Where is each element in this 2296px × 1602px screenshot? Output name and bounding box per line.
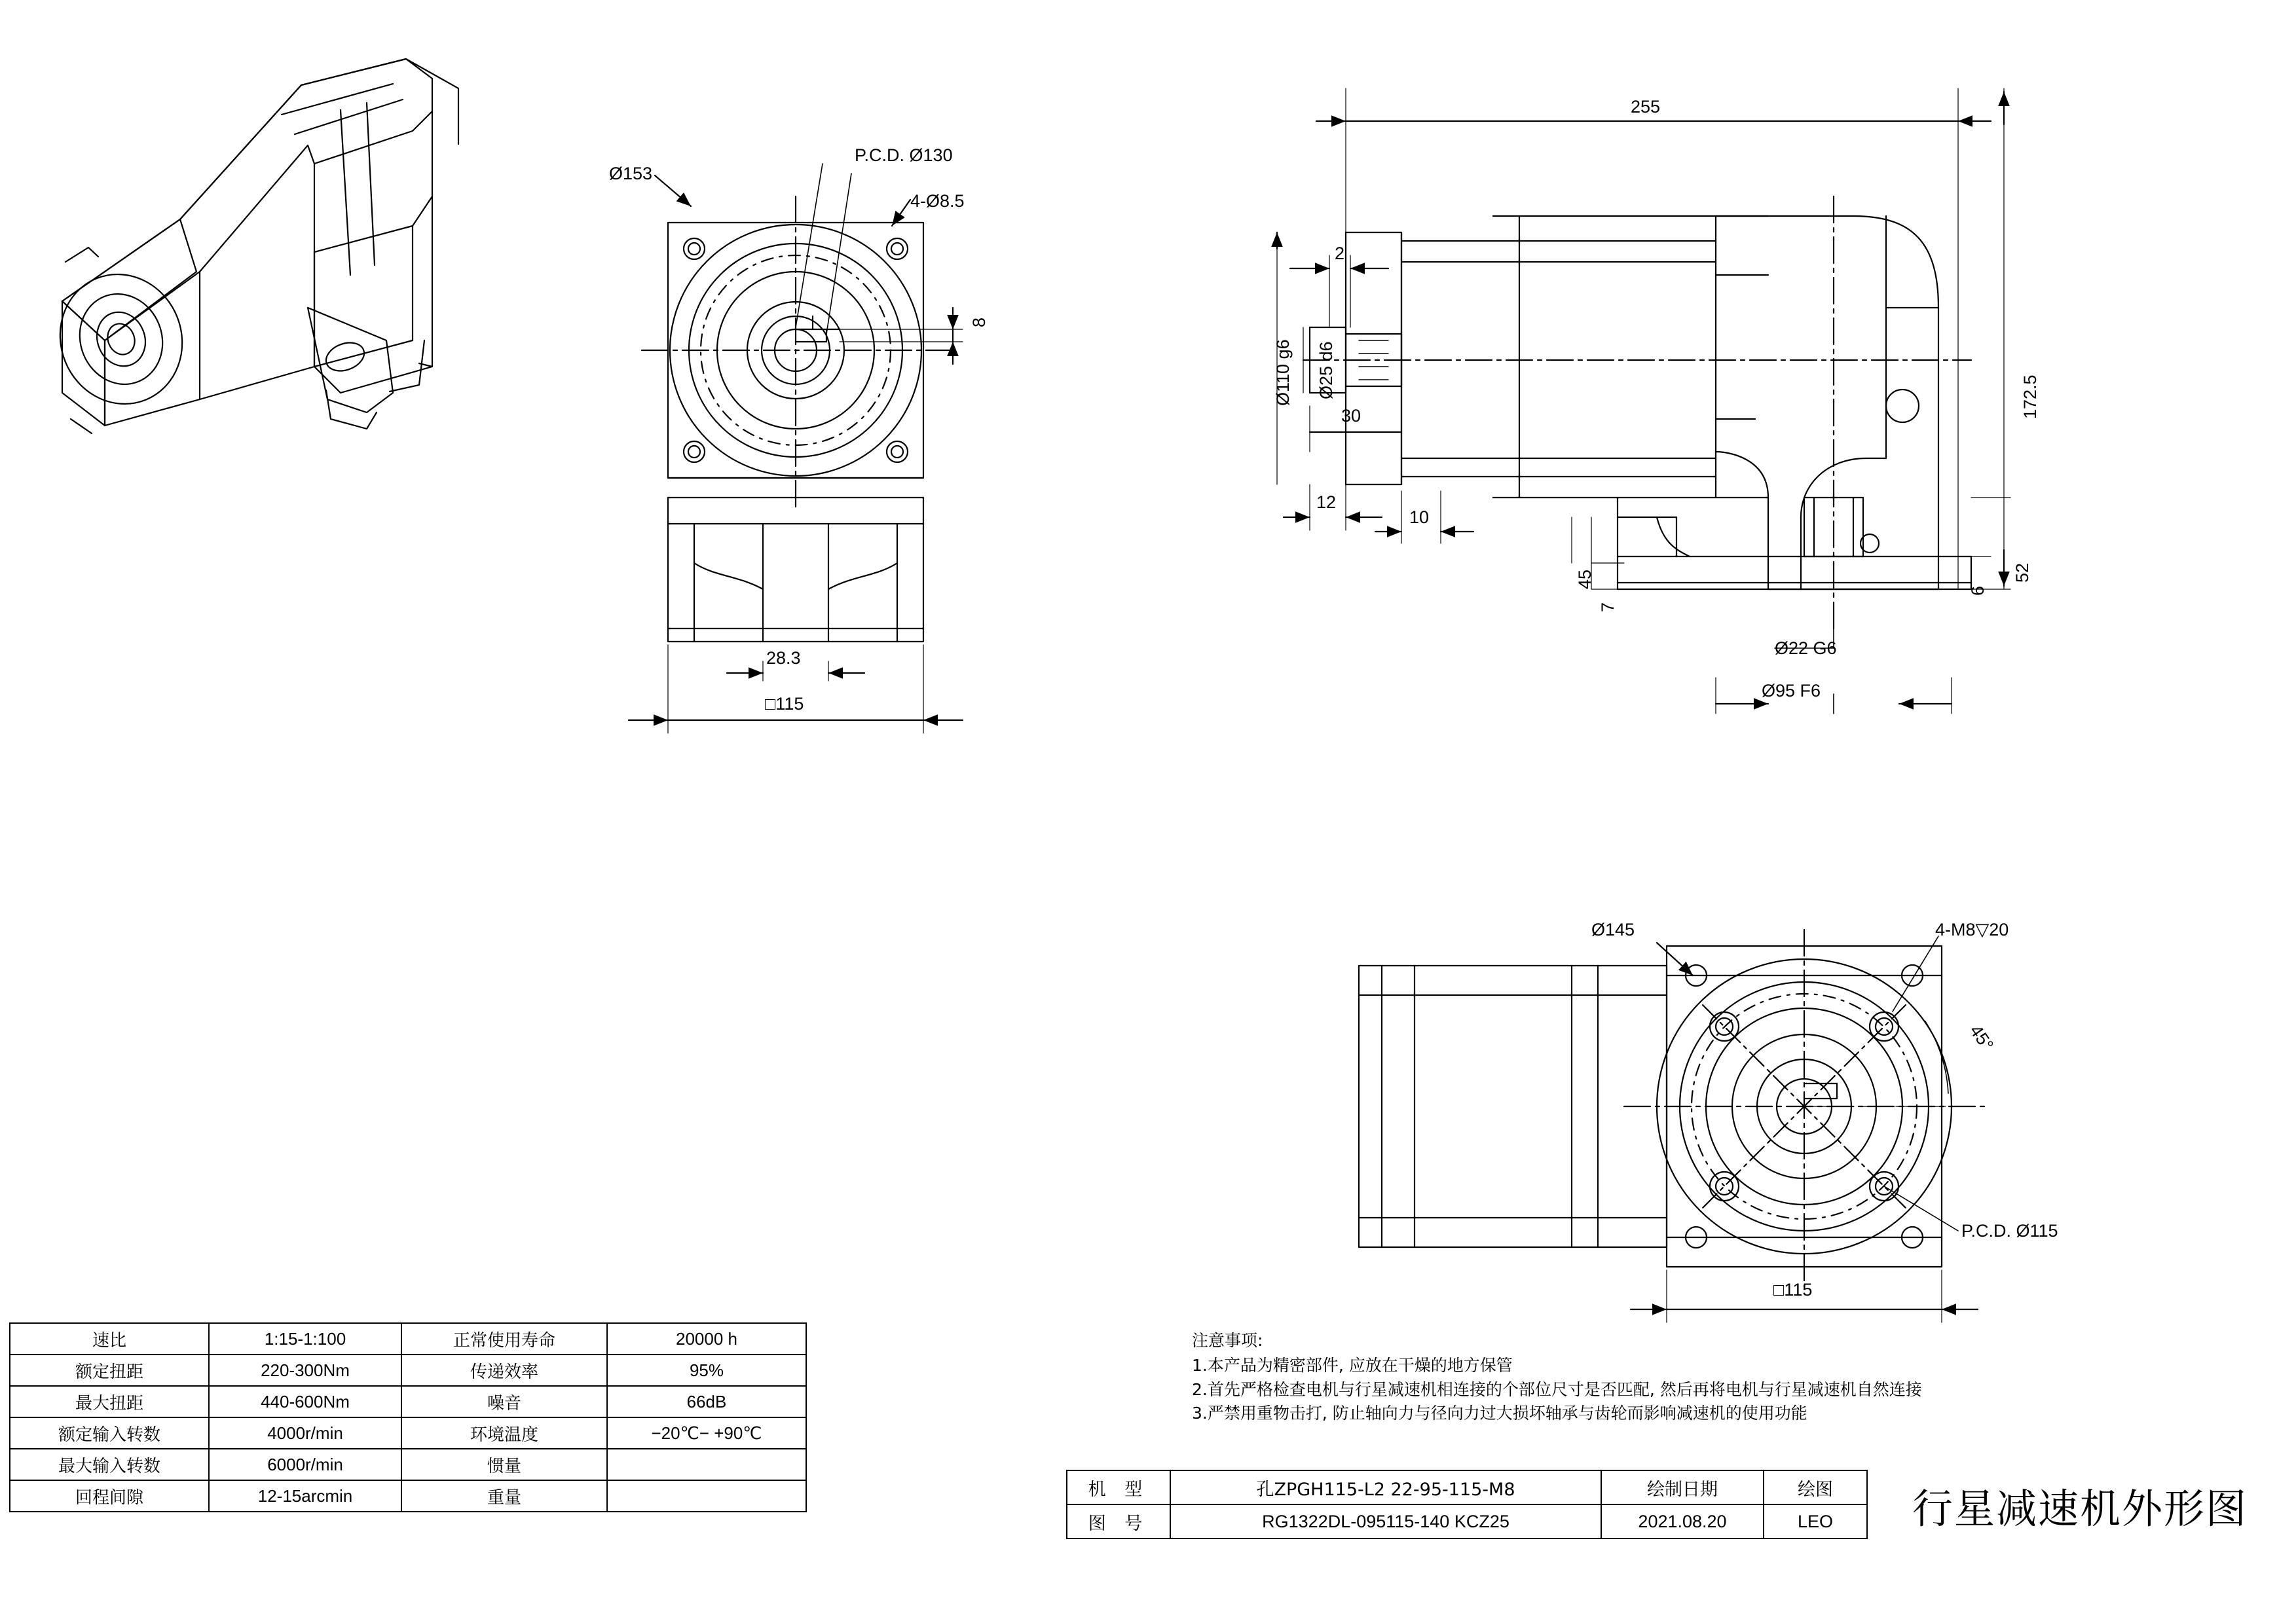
dim-6: 6 (1968, 585, 1988, 596)
model-value: 孔ZPGH115-L2 22-95-115-M8 (1170, 1470, 1601, 1504)
title-block-row-model (1067, 1470, 1867, 1504)
date-value: 2021.08.20 (1601, 1504, 1764, 1538)
table-row (10, 1323, 806, 1355)
spec-value-2: 220-300Nm (209, 1355, 401, 1386)
spec-table (9, 1322, 807, 1512)
drawer-value: LEO (1764, 1504, 1867, 1538)
spec-key-2: 额定扭距 (10, 1355, 209, 1386)
dim-holes-4x85: 4-Ø8.5 (910, 191, 965, 211)
spec-key2-5: 惯量 (401, 1449, 607, 1480)
table-row (10, 1480, 806, 1512)
table-row (10, 1386, 806, 1417)
notes-header: 注意事项: (1192, 1331, 1263, 1350)
dim-d145: Ø145 (1591, 920, 1635, 939)
table-row (10, 1449, 806, 1480)
drawing-value: RG1322DL-095115-140 KCZ25 (1170, 1504, 1601, 1538)
dim-172-5: 172.5 (2020, 374, 2040, 419)
dim-12: 12 (1316, 492, 1337, 512)
dim-10: 10 (1409, 507, 1430, 527)
notes-line-2: 2.首先严格检查电机与行星减速机相连接的个部位尺寸是否匹配, 然后再将电机与行星减速机自然连接 (1192, 1379, 1922, 1399)
dim-key-8: 8 (969, 317, 989, 327)
spec-value-5: 6000r/min (209, 1449, 401, 1480)
spec-key-6: 回程间隙 (10, 1480, 209, 1512)
table-row (10, 1355, 806, 1386)
notes-block (1192, 1329, 1922, 1425)
model-label: 机 型 (1067, 1470, 1170, 1504)
notes-line-1: 1.本产品为精密部件, 应放在干燥的地方保管 (1192, 1356, 1513, 1375)
spec-value-1: 1:15-1:100 (209, 1323, 401, 1355)
spec-value-4: 4000r/min (209, 1417, 401, 1449)
spec-value2-3: 66dB (607, 1386, 806, 1417)
spec-value2-5 (607, 1449, 806, 1480)
spec-value2-2: 95% (607, 1355, 806, 1386)
drawer-label: 绘图 (1764, 1470, 1867, 1504)
dim-7: 7 (1598, 602, 1618, 612)
isometric-view (41, 59, 458, 433)
dim-square-115-front: □115 (765, 694, 804, 714)
dim-4-m8: 4-M8▽20 (1935, 920, 2009, 939)
dim-pcd130: P.C.D. Ø130 (855, 145, 953, 165)
spec-key2-3: 噪音 (401, 1386, 607, 1417)
spec-key-5: 最大输入转数 (10, 1449, 209, 1480)
dim-d110-g6: Ø110 g6 (1273, 339, 1293, 406)
dim-d22-g6: Ø22 G6 (1775, 638, 1837, 658)
dim-30: 30 (1341, 406, 1361, 426)
drawing-label: 图 号 (1067, 1504, 1170, 1538)
dim-28-3: 28.3 (766, 648, 801, 668)
spec-value2-1: 20000 h (607, 1323, 806, 1355)
dim-pcd-115: P.C.D. Ø115 (1961, 1221, 2058, 1241)
page-title: 行星减速机外形图 (1912, 1485, 2248, 1533)
spec-value2-4: −20℃− +90℃ (607, 1417, 806, 1449)
dim-52: 52 (2012, 562, 2032, 583)
spec-key-1: 速比 (10, 1323, 209, 1355)
dim-square-115-rear: □115 (1773, 1280, 1813, 1300)
spec-key-3: 最大扭距 (10, 1386, 209, 1417)
side-section-view (1277, 88, 2010, 714)
title-block-row-drawing (1067, 1504, 1867, 1538)
table-row (10, 1417, 806, 1449)
spec-key2-2: 传递效率 (401, 1355, 607, 1386)
date-label: 绘制日期 (1601, 1470, 1764, 1504)
dim-255: 255 (1631, 97, 1661, 117)
notes-line-3: 3.严禁用重物击打, 防止轴向力与径向力过大损坏轴承与齿轮而影响减速机的使用功能 (1192, 1403, 1807, 1423)
spec-value-3: 440-600Nm (209, 1386, 401, 1417)
spec-key2-6: 重量 (401, 1480, 607, 1512)
spec-value2-6 (607, 1480, 806, 1512)
dim-45: 45 (1575, 569, 1595, 589)
dim-angle-45: 45° (1965, 1021, 1997, 1055)
rear-view (1359, 930, 1984, 1322)
spec-key2-4: 环境温度 (401, 1417, 607, 1449)
dim-2: 2 (1335, 244, 1345, 263)
spec-key2-1: 正常使用寿命 (401, 1323, 607, 1355)
dim-d25-d6: Ø25 d6 (1316, 341, 1336, 399)
dim-d153: Ø153 (609, 164, 653, 183)
spec-value-6: 12-15arcmin (209, 1480, 401, 1512)
dim-d95-f6: Ø95 F6 (1762, 681, 1821, 701)
title-block (1066, 1470, 1868, 1539)
spec-key-4: 额定输入转数 (10, 1417, 209, 1449)
